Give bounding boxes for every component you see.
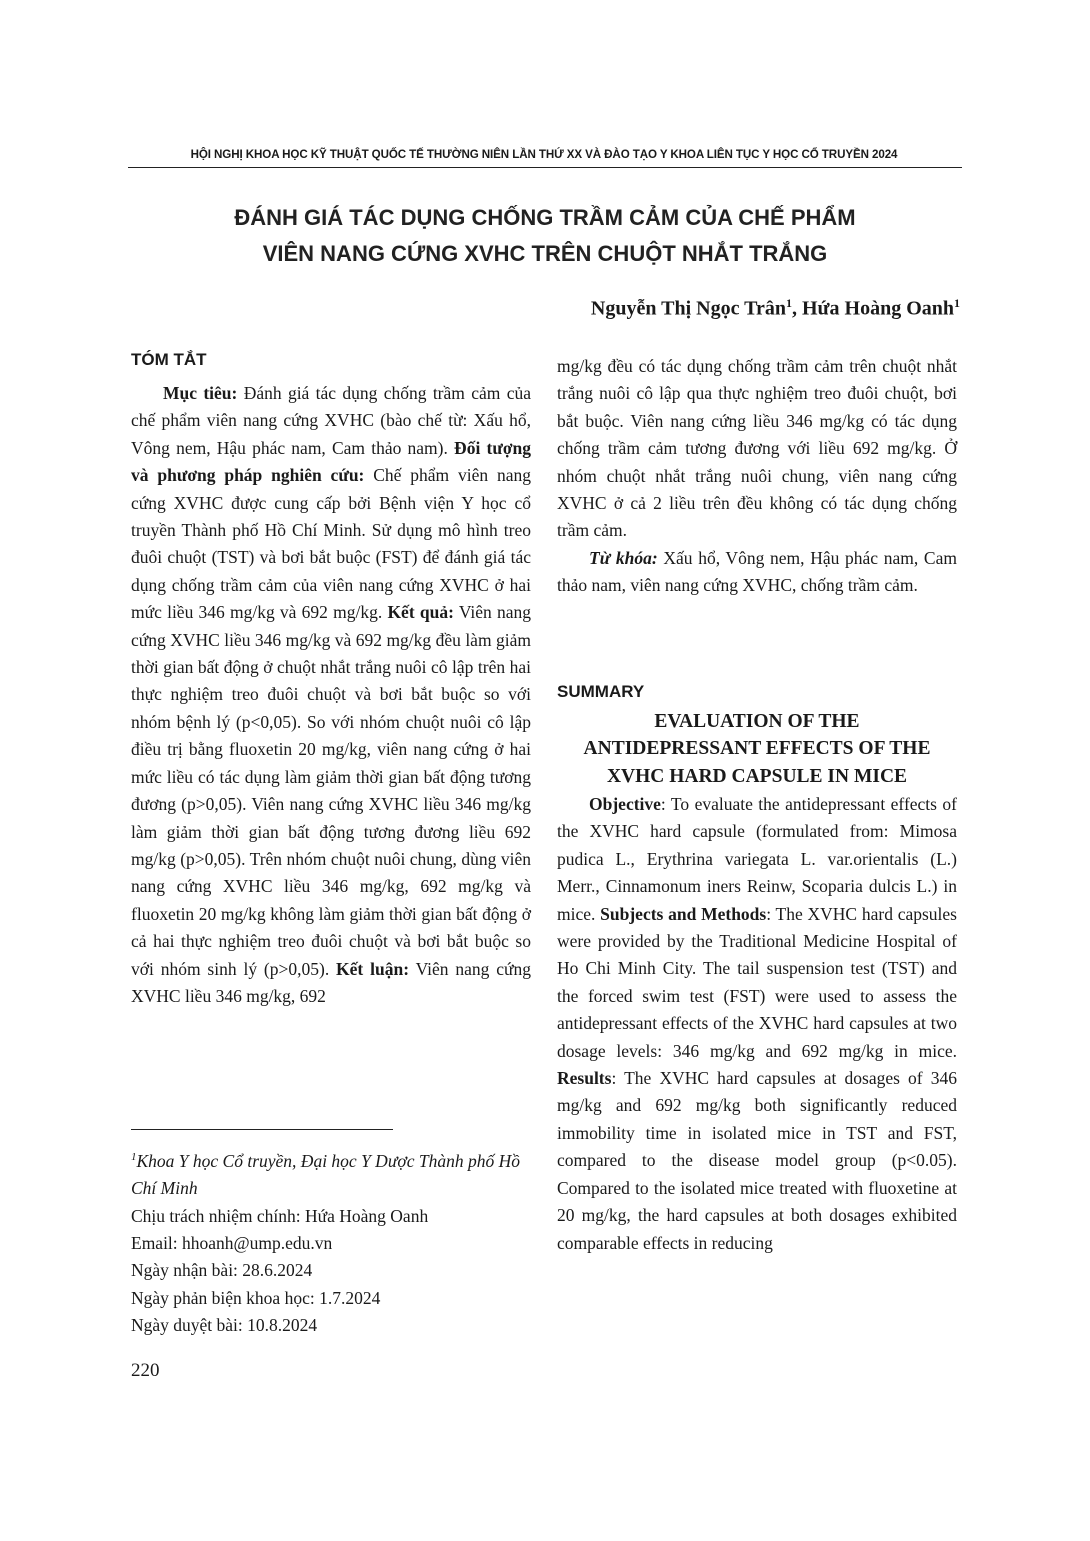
- email: Email: hhoanh@ump.edu.vn: [131, 1233, 333, 1254]
- methods-text-vi: Chế phẩm viên nang cứng XVHC được cung cấp bởi Bệnh viện Y học cổ truyền Thành phố Hồ Chí Minh. Sử dụng mô hình treo đuôi chuột (TST) và bơi bắt buộc (FST) để đánh giá tác dụng chống trầm cảm của viên nang cứng XVHC ở hai mức liều 346 mg/kg và 692 mg/kg.: [131, 465, 531, 623]
- summary-en-body: [557, 791, 957, 1257]
- english-title: [557, 708, 957, 790]
- affiliation-footnote: [131, 1144, 536, 1203]
- footnote-rule: [131, 1129, 393, 1130]
- english-title-line-3: XVHC HARD CAPSULE IN MICE: [606, 765, 908, 787]
- running-header: HỘI NGHỊ KHOA HỌC KỸ THUẬT QUỐC TẾ THƯỜNG NIÊN LẦN THỨ XX VÀ ĐÀO TẠO Y KHOA LIÊN TỤC Y HỌC CỔ TRUYỀN 2024: [190, 148, 898, 161]
- author-separator: ,: [791, 297, 802, 320]
- objective-text-vi: Đánh giá tác dụng chống trầm cảm của chế phẩm viên nang cứng XVHC (bào chế từ: Xấu hổ, Vông nem, Hậu phác nam, Cam thảo nam).: [131, 383, 531, 458]
- keywords-label-vi: Từ khóa:: [589, 547, 658, 568]
- objective-label-en: Objective: [589, 794, 661, 814]
- results-text-en: : The XVHC hard capsules at dosages of 346 mg/kg and 692 mg/kg both significantly reduced immobility time in isolated mice in TST and FST, compared to the disease model group (p<0.05). Compared to the isolated mice treated with fluoxetine at 20 mg/kg, the hard capsules at both dosages exhibited comparable effects in reducing: [557, 1068, 957, 1253]
- methods-label-en: Subjects and Methods: [595, 903, 767, 924]
- objective-text-en: : To evaluate the antidepressant effects of the XVHC hard capsule (formulated from: Mimosa pudica L., Erythrina variegata L. var.orientalis (L.) Merr., Cinnamonum iners Reinw, Scoparia dulcis L.) in mice.: [557, 794, 957, 924]
- summary-heading: SUMMARY: [557, 682, 645, 701]
- results-label-en: Results: [557, 1068, 612, 1089]
- affiliation-text: Khoa Y học Cổ truyền, Đại học Y Dược Thành phố Hồ Chí Minh: [131, 1150, 520, 1199]
- title-line-2: VIÊN NANG CỨNG XVHC TRÊN CHUỘT NHẮT TRẮNG: [262, 241, 828, 266]
- author-1-affiliation: 1: [785, 296, 792, 310]
- methods-label-vi: Đối tượng và phương pháp nghiên cứu:: [131, 437, 531, 486]
- footnotes: [131, 1144, 536, 1340]
- keywords-text-vi: Xấu hổ, Vông nem, Hậu phác nam, Cam thảo nam, viên nang cứng XVHC, chống trầm cảm.: [557, 547, 957, 596]
- accepted-date: Ngày duyệt bài: 10.8.2024: [131, 1315, 318, 1336]
- review-date: Ngày phản biện khoa học: 1.7.2024: [131, 1287, 381, 1308]
- page-number: 220: [131, 1360, 160, 1381]
- author-2: Hứa Hoàng Oanh: [801, 297, 954, 320]
- objective-label-vi: Mục tiêu:: [163, 383, 238, 403]
- article-title: [128, 200, 962, 272]
- abstract-vi-continued: [557, 353, 957, 600]
- author-1: Nguyễn Thị Ngọc Trân: [590, 297, 786, 320]
- keywords-vi: [557, 545, 957, 600]
- conclusion-text-vi-left: Viên nang cứng XVHC liều 346 mg/kg, 692: [131, 958, 532, 1006]
- header-rule: [128, 167, 962, 168]
- methods-text-en: : The XVHC hard capsules were provided by the Traditional Medicine Hospital of Ho Chi Minh City. The tail suspension test (TST) and the forced swim test (FST) were used to assess the antidepressant effects of the XVHC hard capsules at two dosage levels: 346 mg/kg and 692 mg/kg in mice.: [557, 903, 957, 1061]
- abstract-vi-body: [131, 380, 531, 1010]
- affiliation-sup: 1: [131, 1151, 137, 1163]
- abstract-vi-paragraph: [131, 380, 531, 1010]
- authors: [591, 296, 960, 321]
- summary-en-paragraph: [557, 791, 957, 1257]
- english-title-line-1: EVALUATION OF THE: [654, 711, 860, 732]
- received-date: Ngày nhận bài: 28.6.2024: [131, 1260, 313, 1281]
- corresponding-author: Chịu trách nhiệm chính: Hứa Hoàng Oanh: [131, 1205, 429, 1226]
- results-text-vi: Viên nang cứng XVHC liều 346 mg/kg và 692 mg/kg đều làm giảm thời gian bất động ở chuột nhắt trắng nuôi cô lập trên hai thực nghiệm treo đuôi chuột và bơi bắt buộc so với nhóm bệnh lý (p<0,05). So với nhóm chuột nuôi cô lập điều trị bằng fluoxetin 20 mg/kg, viên nang cứng ở hai mức liều có tác dụng làm giảm thời gian bất động tương đương (p>0,05). Viên nang cứng XVHC liều 346 mg/kg làm giảm thời gian bất động tương đương liều 692 mg/kg (p>0,05). Trên nhóm chuột nuôi chung, dùng viên nang cứng XVHC liều 346 mg/kg, 692 mg/kg và fluoxetin 20 mg/kg không làm giảm thời gian bất động ở cả hai thực nghiệm treo đuôi chuột và bơi bắt buộc so với nhóm sinh lý (p>0,05).: [131, 602, 532, 979]
- conclusion-text-vi-right: mg/kg đều có tác dụng chống trầm cảm trên chuột nhắt trắng nuôi cô lập qua thực nghiệm treo đuôi chuột, bơi bắt buộc. Viên nang cứng liều 346 mg/kg có tác dụng chống trầm cảm tương đương với liều 692 mg/kg. Ở nhóm chuột nhắt trắng nuôi chung, viên nang cứng XVHC ở cả 2 liều trên đều không có tác dụng chống trầm cảm.: [557, 356, 957, 541]
- english-title-line-2: ANTIDEPRESSANT EFFECTS OF THE: [583, 738, 931, 760]
- results-label-vi: Kết quả:: [382, 602, 454, 623]
- title-line-1: ĐÁNH GIÁ TÁC DỤNG CHỐNG TRẦM CẢM CỦA CHẾ PHẨM: [234, 205, 856, 230]
- conclusion-label-vi: Kết luận:: [329, 958, 410, 979]
- abstract-vi-heading: TÓM TẮT: [131, 350, 207, 369]
- author-2-affiliation: 1: [954, 296, 960, 310]
